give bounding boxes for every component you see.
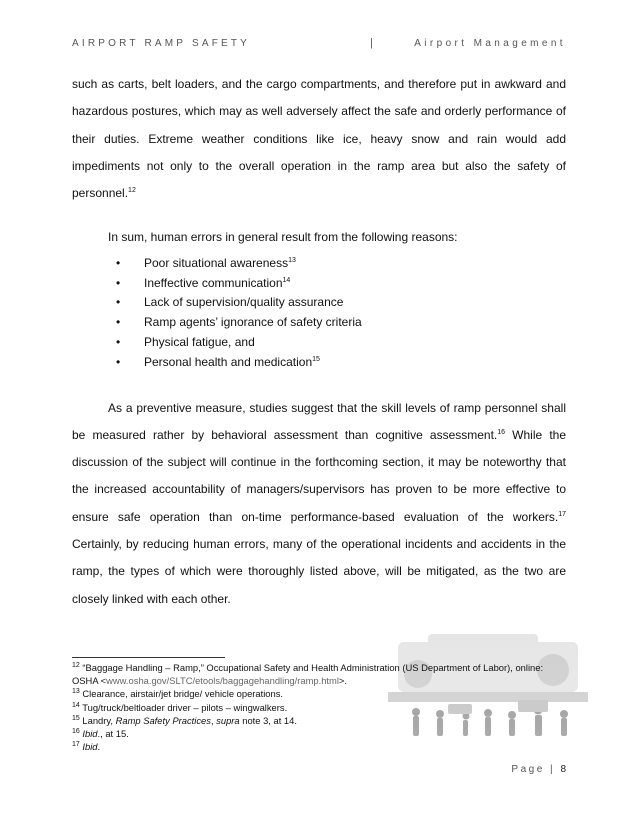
paragraph-2: In sum, human errors in general result from the following reasons: [108,230,458,245]
paragraph-1 [72,71,566,207]
paragraph-1-text: such as carts, belt loaders, and the cargo compartments, and therefore put in awkward and hazardous postures, which may as well adversely affect the safe and orderly performance of their duties. Extreme weather conditions like ice, heavy snow and rain would add impediments not only to the overall operation in the ramp area but also the safety of personnel. [72,77,566,201]
footnote-divider [72,657,225,658]
footnote-ref-14[interactable]: 14 [282,276,291,284]
reasons-list [72,254,566,373]
footnote-ref-13[interactable]: 13 [288,256,296,264]
list-item: • Ramp agents’ ignorance of safety criteria [72,313,566,333]
bullet-icon: • [116,295,121,310]
running-header [72,38,566,54]
footnote-ref-12[interactable]: 12 [128,187,136,195]
bullet-icon: • [116,255,121,270]
footnote-17: $^{17}$ Ibid. [72,741,101,753]
page-separator: | [550,764,556,775]
bullet-icon: • [116,275,121,290]
page-footer [511,764,566,775]
header-title: AIRPORT RAMP SAFETY [72,38,251,49]
bullet-icon: • [116,315,121,330]
footnote-15: $^{15}$ Landry, Ramp Safety Practices, supra note 3, at 14. [72,714,297,726]
footnote-16: $^{16}$ Ibid., at 15. [72,727,129,740]
page-label: Page [511,764,545,775]
footnote-ref-17[interactable]: 17 [558,510,566,518]
header-separator: | [370,37,373,49]
list-item: • Personal health and medication$^{15}$ [72,353,566,373]
header-section: Airport Management [414,38,566,49]
footnote-ref-16[interactable]: 16 [497,428,506,436]
osha-link[interactable]: www.osha.gov/SLTC/etools/baggagehandling/ramp.html [106,675,339,687]
bullet-icon: • [116,334,121,349]
footnote-ref-15[interactable]: 15 [312,355,320,363]
list-item: • Poor situational awareness$^{13}$ [72,254,566,274]
page-number: 8 [560,764,566,775]
footnote-12: $^{12}$ “Baggage Handling – Ramp,” Occupational Safety and Health Administration (US Department of Labor), online: OSHA <www.osha.gov/SLTC/etools/baggagehandling/ramp.html>. [72,661,544,687]
paragraph-3: As a preventive measure, studies suggest that the skill levels of ramp personnel shall be measured rather by behavioral assessment than cognitive assessment.$^{16}$ While the discussion of the subject will continue in the forthcoming section, it may be noteworthy that the increased accountability of managers/supervisors has proven to be more effective to ensure safe operation than on-time performance-based evaluation of the workers.$^{17}$ Certainly, by reducing human errors, many of the operational incidents and accidents in the ramp, the types of which were thoroughly listed above, will be mitigated, as the two are closely linked with each other. [72,400,566,606]
body-text [72,71,566,613]
list-item: • Lack of supervision/quality assurance [72,293,566,313]
list-item: • Physical fatigue, and [72,333,566,353]
list-item: • Ineffective communication$^{14}$ [72,274,566,294]
footnote-13: $^{13}$ Clearance, airstair/jet bridge/ vehicle operations. [72,688,284,700]
footnotes [72,661,566,753]
bullet-icon: • [116,354,121,369]
footnote-14: $^{14}$ Tug/truck/beltloader driver – pilots – wingwalkers. [72,701,288,713]
